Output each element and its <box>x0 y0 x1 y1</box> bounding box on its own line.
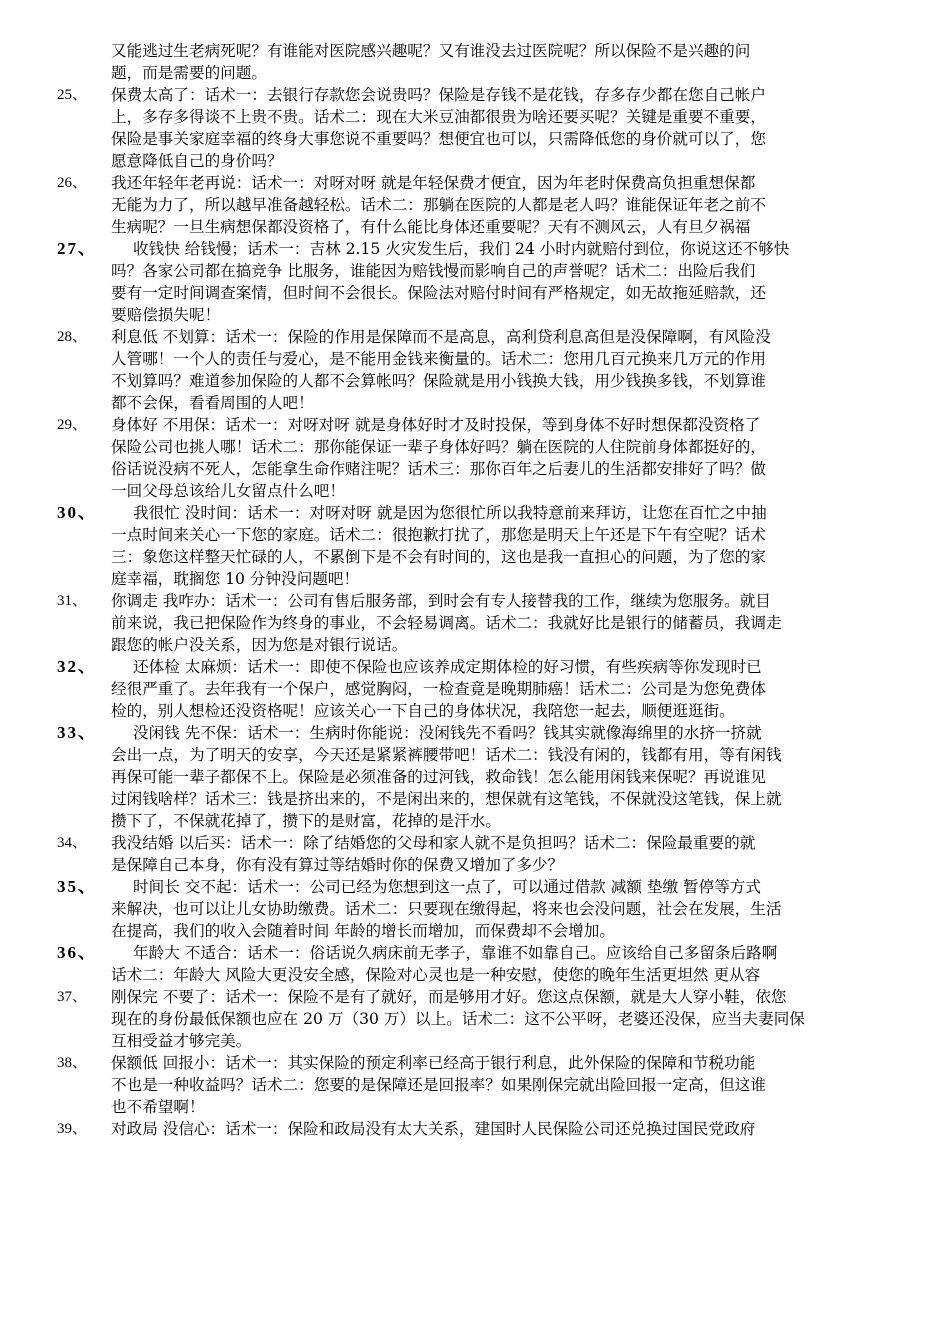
item-number: 26、 <box>57 175 88 191</box>
text-line: 再保可能一辈子都保不上。保险是必须准备的过河钱，救命钱！怎么能用闲钱来保呢？再说谁见 <box>111 768 766 786</box>
list-item <box>0 986 901 1052</box>
text-line: 互相受益才够完美。 <box>111 1032 252 1050</box>
text-line: 庭幸福，耽搁您 10 分钟没问题吧！ <box>111 570 360 588</box>
list-item <box>0 326 901 414</box>
item-number: 36、 <box>57 943 97 962</box>
text-line: 现在的身份最低保额也应在 20 万（30 万）以上。话术二：这不公平呀，老婆还没保，应当夫妻同保 <box>111 1010 805 1028</box>
text-line: 我很忙 没时间：话术一：对呀对呀 就是因为您很忙所以我特意前来拜访，让您在百忙之中抽 <box>133 504 767 522</box>
item-number: 27、 <box>57 239 97 258</box>
text-line: 生病呢？一旦生病想保都没资格了，有什么能比身体还重要呢？天有不测风云，人有旦夕祸福 <box>111 218 751 236</box>
item-number: 25、 <box>57 87 88 103</box>
item-number: 39、 <box>57 1121 88 1137</box>
list-item <box>0 172 901 238</box>
text-line: 人管哪！一个人的责任与爱心，是不能用金钱来衡量的。话术二：您用几百元换来几万元的作用 <box>111 350 766 368</box>
text-line: 攒下了，不保就花掉了，攒下的是财富，花掉的是汗水。 <box>111 812 501 830</box>
item-number: 33、 <box>57 723 97 742</box>
text-line: 一点时间来关心一下您的家庭。话术二：很抱歉打扰了，那您是明天上午还是下午有空呢？话术 <box>111 526 766 544</box>
text-line: 时间长 交不起：话术一：公司已经为您想到这一点了，可以通过借款 减额 垫缴 暂停等方式 <box>133 878 761 896</box>
text-line: 要赔偿损失呢！ <box>111 306 221 324</box>
text-line: 一回父母总该给儿女留点什么吧！ <box>111 482 345 500</box>
text-line: 保险是事关家庭幸福的终身大事您说不重要吗？想便宜也可以，只需降低您的身价就可以了，您 <box>111 130 766 148</box>
document-page <box>0 40 950 1140</box>
text-line: 也不希望啊！ <box>111 1098 205 1116</box>
list-item <box>0 502 901 590</box>
list-item <box>0 656 901 722</box>
text-line: 对政局 没信心：话术一：保险和政局没有太大关系，建国时人民保险公司还兑换过国民党政府 <box>111 1120 756 1138</box>
text-line: 检的，别人想检还没资格呢！应该关心一下自己的身体状况，我陪您一起去，顺便逛逛街。 <box>111 702 735 720</box>
text-line: 都不会保，看看周围的人吧！ <box>111 394 314 412</box>
text-line: 保额低 回报小：话术一：其实保险的预定利率已经高于银行利息，此外保险的保障和节税功能 <box>111 1054 756 1072</box>
text-line: 没闲钱 先不保：话术一：生病时你能说：没闲钱先不看吗？钱其实就像海绵里的水挤一挤就 <box>133 724 762 742</box>
text-line: 俗话说没病不死人，怎能拿生命作赌注呢？话术三：那你百年之后妻儿的生活都安排好了吗？做 <box>111 460 766 478</box>
item-number: 34、 <box>57 835 88 851</box>
text-line: 经很严重了。去年我有一个保户，感觉胸闷，一检查竟是晚期肺癌！话术二：公司是为您免费体 <box>111 680 766 698</box>
text-line: 前来说，我已把保险作为终身的事业，不会轻易调离。话术二：我就好比是银行的储蓄员，我调走 <box>111 614 782 632</box>
list-item <box>0 876 901 942</box>
intro-paragraph <box>0 40 901 84</box>
list-item <box>0 238 901 326</box>
list-item <box>0 832 901 876</box>
entry-list <box>0 84 950 1140</box>
text-line: 在提高，我们的收入会随着时间 年龄的增长而增加，而保费却不会增加。 <box>111 922 615 940</box>
item-number: 32、 <box>57 657 97 676</box>
text-line: 吗？各家公司都在搞竞争 比服务，谁能因为赔钱慢而影响自己的声誉呢？话术二：出险后我们 <box>111 262 756 280</box>
list-item <box>0 1118 901 1140</box>
text-line: 又能逃过生老病死呢？有谁能对医院感兴趣呢？又有谁没去过医院呢？所以保险不是兴趣的问 <box>111 42 751 60</box>
text-line: 题，而是需要的问题。 <box>111 64 267 82</box>
list-item <box>0 414 901 502</box>
text-line: 三：象您这样整天忙碌的人，不累倒下是不会有时间的，这也是我一直担心的问题，为了您的家 <box>111 548 766 566</box>
item-number: 35、 <box>57 877 97 896</box>
text-line: 来解决，也可以让儿女协助缴费。话术二：只要现在缴得起，将来也会没问题，社会在发展，生活 <box>111 900 782 918</box>
text-line: 上，多存多得谈不上贵不贵。话术二：现在大米豆油都很贵为啥还要买呢？关键是重要不重要， <box>111 108 766 126</box>
text-line: 话术二：年龄大 风险大更没安全感，保险对心灵也是一种安慰，使您的晚年生活更坦然 更从容 <box>111 966 761 984</box>
text-line: 刚保完 不要了：话术一：保险不是有了就好，而是够用才好。您这点保额，就是大人穿小鞋，依您 <box>111 988 787 1006</box>
text-line: 过闲钱啥样？话术三：钱是挤出来的，不是闲出来的，想保就有这笔钱，不保就没这笔钱，保上就 <box>111 790 782 808</box>
text-line: 还体检 太麻烦：话术一：即使不保险也应该养成定期体检的好习惯，有些疾病等你发现时已 <box>133 658 762 676</box>
text-line: 保险公司也挑人哪！话术二：那你能保证一辈子身体好吗？躺在医院的人住院前身体都挺好的， <box>111 438 766 456</box>
item-number: 29、 <box>57 417 88 433</box>
text-line: 跟您的帐户没关系，因为您是对银行说话。 <box>111 636 408 654</box>
text-line: 身体好 不用保：话术一：对呀对呀 就是身体好时才及时投保，等到身体不好时想保都没资格了 <box>111 416 761 434</box>
text-line: 你调走 我咋办：话术一：公司有售后服务部，到时会有专人接替我的工作，继续为您服务。就目 <box>111 592 771 610</box>
text-line: 要有一定时间调查案情，但时间不会很长。保险法对赔付时间有严格规定，如无故拖延赔款，还 <box>111 284 766 302</box>
text-line: 保费太高了：话术一：去银行存款您会说贵吗？保险是存钱不是花钱，存多存少都在您自己帐户 <box>111 86 766 104</box>
text-line: 不划算吗？难道参加保险的人都不会算帐吗？保险就是用小钱换大钱，用少钱换多钱，不划算谁 <box>111 372 766 390</box>
list-item <box>0 1052 901 1118</box>
item-number: 37、 <box>57 989 88 1005</box>
text-line: 年龄大 不适合：话术一：俗话说久病床前无孝子，靠谁不如靠自己。应该给自己多留条后路啊 <box>133 944 778 962</box>
text-line: 愿意降低自己的身价吗？ <box>111 152 283 170</box>
text-line: 利息低 不划算：话术一：保险的作用是保障而不是高息，高利贷利息高但是没保障啊，有风险没 <box>111 328 771 346</box>
list-item <box>0 84 901 172</box>
text-line: 会出一点，为了明天的安享，今天还是紧紧裤腰带吧！话术二：钱没有闲的，钱都有用，等有闲钱 <box>111 746 782 764</box>
text-line: 无能为力了，所以越早准备越轻松。话术二：那躺在医院的人都是老人吗？谁能保证年老之前不 <box>111 196 766 214</box>
text-line: 我还年轻年老再说：话术一：对呀对呀 就是年轻保费才便宜，因为年老时保费高负担重想保都 <box>111 174 756 192</box>
text-line: 我没结婚 以后买：话术一：除了结婚您的父母和家人就不是负担吗？话术二：保险最重要的就 <box>111 834 756 852</box>
text-line: 收钱快 给钱慢；话术一：吉林 2.15 火灾发生后，我们 24 小时内就赔付到位，你说这还不够快 <box>133 240 790 258</box>
item-number: 31、 <box>57 593 88 609</box>
item-number: 30、 <box>57 503 97 522</box>
text-line: 是保障自己本身，你有没有算过等结婚时你的保费又增加了多少？ <box>111 856 564 874</box>
list-item <box>0 942 901 986</box>
list-item <box>0 722 901 832</box>
list-item <box>0 590 901 656</box>
item-number: 38、 <box>57 1055 88 1071</box>
item-number: 28、 <box>57 329 88 345</box>
text-line: 不也是一种收益吗？话术二：您要的是保障还是回报率？如果刚保完就出险回报一定高，但这谁 <box>111 1076 766 1094</box>
